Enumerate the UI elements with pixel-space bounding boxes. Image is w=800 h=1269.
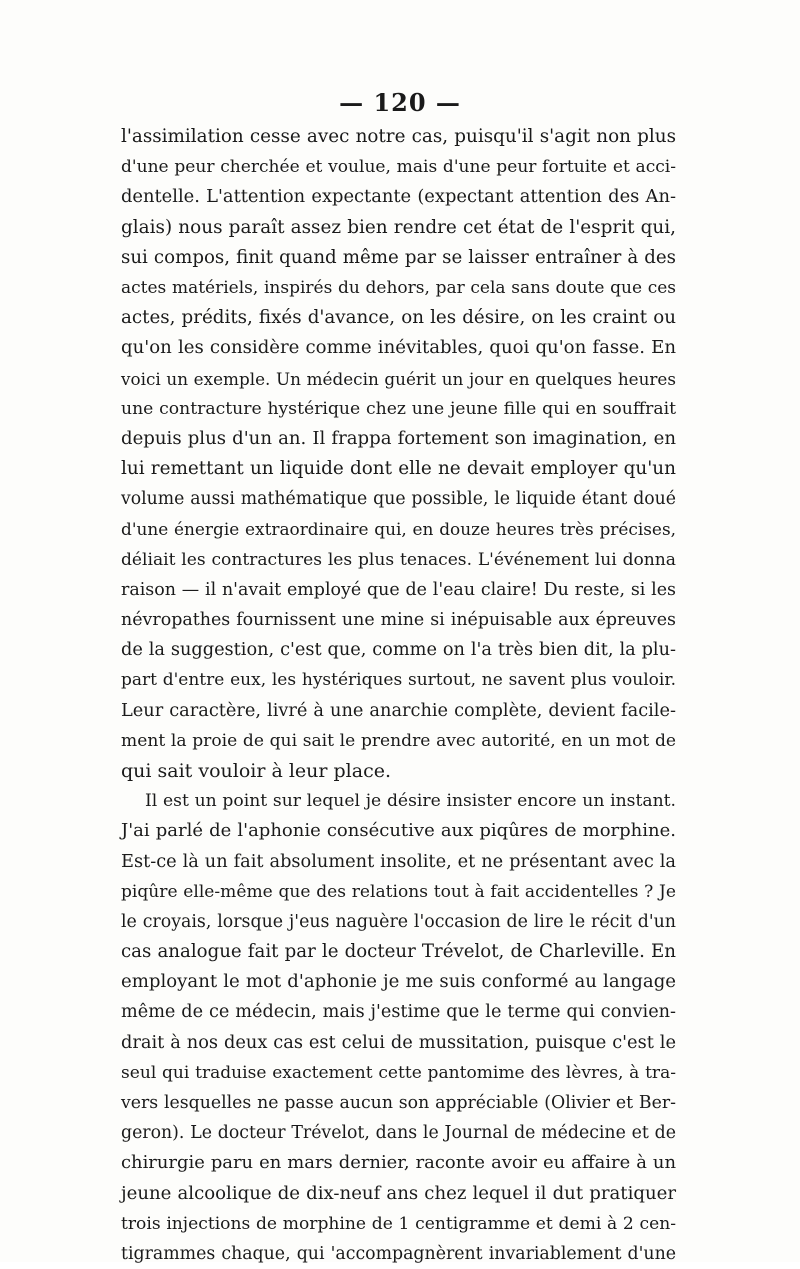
text-line: depuis plus d'un an. Il frappa fortement son imagination, en — [121, 427, 676, 449]
text-line: l'assimilation cesse avec notre cas, puisqu'il s'agit non plus — [121, 126, 676, 147]
text-line: de la suggestion, c'est que, comme on l'a très bien dit, la plu- — [121, 640, 676, 661]
text-line: vers lesquelles ne passe aucun son appréciable (Olivier et Ber- — [121, 1093, 676, 1113]
text-line: tigrammes chaque, qui 'accompagnèrent invariablement d'une — [121, 1243, 676, 1264]
text-line: actes matériels, inspirés du dehors, par cela sans doute que ces — [121, 277, 676, 298]
text-line: employant le mot d'aphonie je me suis conformé au langage — [121, 971, 676, 993]
text-line: d'une peur cherchée et voulue, mais d'une peur fortuite et acci- — [121, 157, 676, 178]
text-line: raison — il n'avait employé que de l'eau claire! Du reste, si les — [121, 579, 676, 600]
text-line: Il est un point sur lequel je désire insister encore un instant. — [145, 791, 676, 812]
text-line: même de ce médecin, mais j'estime que le terme qui convien- — [121, 1002, 676, 1023]
text-line: névropathes fournissent une mine si inépuisable aux épreuves — [121, 610, 676, 630]
text-line: jeune alcoolique de dix-neuf ans chez lequel il dut pratiquer — [121, 1182, 676, 1204]
text-line: déliait les contractures les plus tenaces. L'événement lui donna — [121, 549, 676, 570]
text-line: piqûre elle-même que des relations tout à fait accidentelles ? Je — [121, 881, 676, 902]
text-line: seul qui traduise exactement cette pantomime des lèvres, à tra- — [121, 1062, 676, 1083]
text-line: glais) nous paraît assez bien rendre cet état de l'esprit qui, — [121, 216, 676, 238]
text-line: cas analogue fait par le docteur Trévelot, de Charleville. En — [121, 941, 676, 963]
text-line: Leur caractère, livré à une anarchie complète, devient facile- — [121, 700, 676, 721]
text-line: qu'on les considère comme inévitables, quoi qu'on fasse. En — [121, 337, 676, 359]
text-line: chirurgie paru en mars dernier, raconte avoir eu affaire à un — [121, 1152, 676, 1174]
text-line: lui remettant un liquide dont elle ne devait employer qu'un — [121, 458, 676, 480]
text-line: dentelle. L'attention expectante (expectant attention des An- — [121, 186, 676, 208]
text-line: geron). Le docteur Trévelot, dans le Journal de médecine et de — [121, 1123, 676, 1144]
text-line: ment la proie de qui sait le prendre avec autorité, en un mot de — [121, 730, 676, 751]
text-line: voici un exemple. Un médecin guérit un jour en quelques heures — [121, 368, 676, 389]
text-line: actes, prédits, fixés d'avance, on les désire, on les craint ou — [121, 307, 676, 329]
text-line: sui compos, finit quand même par se laisser entraîner à des — [121, 246, 676, 268]
text-line: une contracture hystérique chez une jeune fille qui en souffrait — [121, 398, 676, 419]
text-line: Est-ce là un fait absolument insolite, et ne présentant avec la — [121, 851, 676, 872]
text-line: qui sait vouloir à leur place. — [121, 759, 392, 782]
text-line: d'une énergie extraordinaire qui, en douze heures très précises, — [121, 519, 676, 540]
body-text — [121, 122, 676, 1269]
text-line: trois injections de morphine de 1 centigramme et demi à 2 cen- — [121, 1213, 676, 1234]
text-line: le croyais, lorsque j'eus naguère l'occasion de lire le récit d'un — [121, 911, 676, 932]
page-number: — 120 — — [339, 88, 461, 117]
text-line: drait à nos deux cas est celui de mussitation, puisque c'est le — [121, 1031, 676, 1053]
text-line: J'ai parlé de l'aphonie consécutive aux piqûres de morphine. — [121, 820, 676, 842]
text-line: volume aussi mathématique que possible, le liquide étant doué — [121, 489, 676, 510]
text-line: part d'entre eux, les hystériques surtout, ne savent plus vouloir. — [121, 670, 676, 691]
